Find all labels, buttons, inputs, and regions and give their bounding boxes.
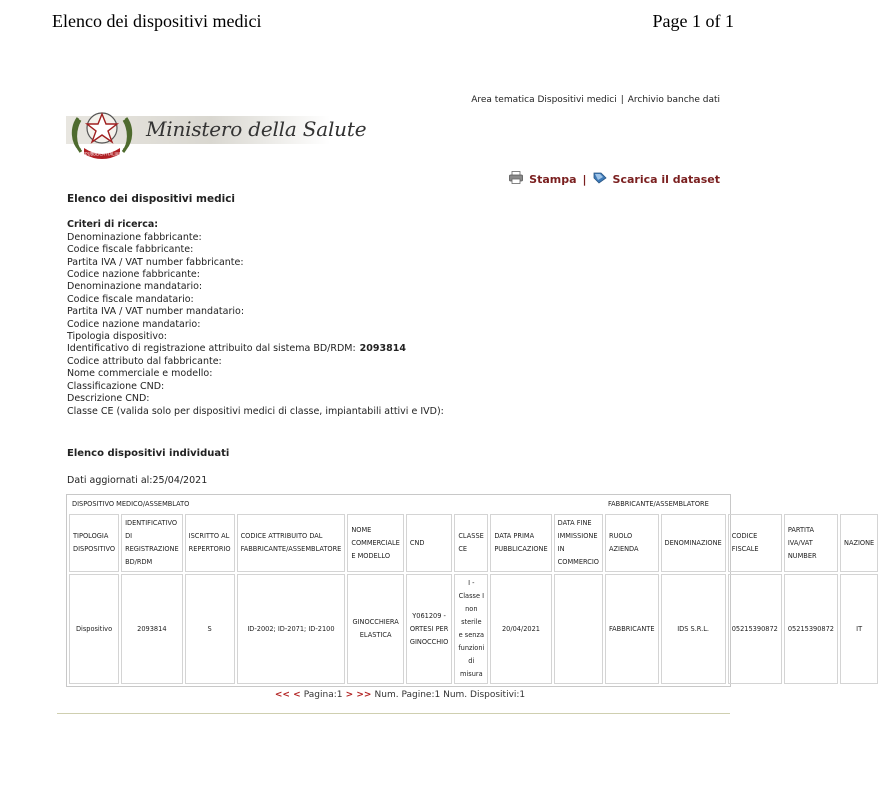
dataset-download-icon[interactable] bbox=[593, 171, 607, 187]
criteria-label: Codice fiscale fabbricante: bbox=[67, 244, 194, 256]
footer-divider bbox=[57, 713, 730, 714]
criteria-title: Criteri di ricerca: bbox=[67, 219, 159, 231]
table-cell: S bbox=[185, 574, 235, 684]
table-cell: FABBRICANTE bbox=[605, 574, 659, 684]
criteria-label: Classe CE (valida solo per dispositivi medici di classe, impiantabili attivi e IVD): bbox=[67, 405, 444, 417]
area-tematica-link[interactable]: Area tematica Dispositivi medici bbox=[471, 95, 617, 105]
table-cell: 2093814 bbox=[121, 574, 183, 684]
column-header: TIPOLOGIA DISPOSITIVO bbox=[69, 514, 119, 572]
action-separator: | bbox=[582, 172, 587, 186]
table-group-header bbox=[69, 497, 878, 512]
column-header: CODICE FISCALE bbox=[728, 514, 782, 572]
table-cell: 05215390872 bbox=[728, 574, 782, 684]
criteria-value: 2093814 bbox=[359, 343, 406, 355]
results-table-container bbox=[66, 494, 875, 687]
search-summary bbox=[67, 193, 727, 488]
column-header: DENOMINAZIONE bbox=[661, 514, 726, 572]
top-links-separator: | bbox=[620, 95, 624, 105]
criteria-row bbox=[67, 319, 727, 331]
column-header: CLASSE CE bbox=[454, 514, 488, 572]
table-cell: GINOCCHIERA ELASTICA bbox=[347, 574, 404, 684]
criteria-row bbox=[67, 269, 727, 281]
table-column-headers bbox=[69, 514, 878, 572]
action-links bbox=[509, 171, 720, 187]
criteria-row bbox=[67, 393, 727, 405]
criteria-row bbox=[67, 406, 727, 418]
criteria-label: Descrizione CND: bbox=[67, 393, 150, 405]
download-dataset-link[interactable]: Scarica il dataset bbox=[612, 172, 720, 186]
criteria-row bbox=[67, 294, 727, 306]
data-updated-date: Dati aggiornati al:25/04/2021 bbox=[67, 475, 208, 487]
table-cell: IDS S.R.L. bbox=[661, 574, 726, 684]
table-cell: I - Classe I non sterile e senza funzioni di misura bbox=[454, 574, 488, 684]
print-link[interactable]: Stampa bbox=[529, 172, 577, 186]
group-dispositivo: DISPOSITIVO MEDICO/ASSEMBLATO bbox=[72, 500, 190, 508]
column-header: NOME COMMERCIALE E MODELLO bbox=[347, 514, 404, 572]
search-criteria bbox=[67, 219, 727, 418]
column-header: DATA FINE IMMISSIONE IN COMMERCIO bbox=[554, 514, 603, 572]
criteria-row bbox=[67, 257, 727, 269]
criteria-row bbox=[67, 381, 727, 393]
column-header: PARTITA IVA/VAT NUMBER bbox=[784, 514, 838, 572]
table-cell: 20/04/2021 bbox=[490, 574, 551, 684]
top-links bbox=[471, 95, 720, 105]
criteria-label: Codice nazione fabbricante: bbox=[67, 269, 200, 281]
column-header: NAZIONE bbox=[840, 514, 878, 572]
table-cell: Y061209 - ORTESI PER GINOCCHIO bbox=[406, 574, 452, 684]
criteria-label: Nome commerciale e modello: bbox=[67, 368, 213, 380]
prev-page-button[interactable]: < bbox=[293, 690, 301, 700]
results-table bbox=[67, 495, 880, 686]
column-header: CODICE ATTRIBUITO DAL FABBRICANTE/ASSEMBLATORE bbox=[237, 514, 346, 572]
table-cell bbox=[554, 574, 603, 684]
current-page-label: Pagina:1 bbox=[303, 690, 343, 700]
criteria-row bbox=[67, 343, 727, 355]
archivio-link[interactable]: Archivio banche dati bbox=[627, 95, 720, 105]
group-fabbricante: FABBRICANTE/ASSEMBLATORE bbox=[607, 500, 709, 508]
criteria-row bbox=[67, 281, 727, 293]
criteria-list bbox=[67, 232, 727, 418]
table-cell: ID-2002; ID-2071; ID-2100 bbox=[237, 574, 346, 684]
criteria-row bbox=[67, 306, 727, 318]
emblem-ribbon-text: REPUBBLICA ITALIANA bbox=[79, 151, 125, 157]
next-page-button[interactable]: > bbox=[345, 690, 354, 700]
table-cell: 05215390872 bbox=[784, 574, 838, 684]
criteria-label: Denominazione fabbricante: bbox=[67, 231, 202, 243]
table-cell: Dispositivo bbox=[69, 574, 119, 684]
first-page-button[interactable]: << bbox=[274, 690, 290, 700]
column-header: DATA PRIMA PUBBLICAZIONE bbox=[490, 514, 551, 572]
results-title: Elenco dispositivi individuati bbox=[67, 447, 230, 459]
logo-text: Ministero della Salute bbox=[146, 117, 367, 141]
column-header: RUOLO AZIENDA bbox=[605, 514, 659, 572]
criteria-label: Partita IVA / VAT number mandatario: bbox=[67, 306, 245, 318]
criteria-row bbox=[67, 356, 727, 368]
criteria-label: Codice nazione mandatario: bbox=[67, 318, 201, 330]
criteria-label: Codice fiscale mandatario: bbox=[67, 293, 194, 305]
print-page-title: Elenco dei dispositivi medici bbox=[52, 11, 262, 31]
last-page-button[interactable]: >> bbox=[356, 690, 372, 700]
column-header: IDENTIFICATIVO DI REGISTRAZIONE BD/RDM bbox=[121, 514, 183, 572]
criteria-label: Codice attributo dal fabbricante: bbox=[67, 355, 222, 367]
print-page-header bbox=[0, 11, 800, 37]
table-body bbox=[69, 574, 878, 684]
criteria-row bbox=[67, 232, 727, 244]
criteria-label: Denominazione mandatario: bbox=[67, 281, 203, 293]
criteria-label: Tipologia dispositivo: bbox=[67, 331, 168, 343]
table-row bbox=[69, 574, 878, 684]
pagination bbox=[0, 690, 800, 700]
printer-icon[interactable] bbox=[509, 171, 523, 187]
section-title: Elenco dei dispositivi medici bbox=[67, 193, 236, 205]
criteria-label: Partita IVA / VAT number fabbricante: bbox=[67, 256, 244, 268]
pagination-info: Num. Pagine:1 Num. Dispositivi:1 bbox=[374, 690, 526, 700]
criteria-label: Classificazione CND: bbox=[67, 380, 165, 392]
table-cell: IT bbox=[840, 574, 878, 684]
print-page-number: Page 1 of 1 bbox=[652, 11, 734, 31]
criteria-row bbox=[67, 244, 727, 256]
column-header: ISCRITTO AL REPERTORIO bbox=[185, 514, 235, 572]
criteria-label: Identificativo di registrazione attribuito dal sistema BD/RDM: bbox=[67, 343, 356, 355]
criteria-row bbox=[67, 331, 727, 343]
column-header: CND bbox=[406, 514, 452, 572]
criteria-row bbox=[67, 368, 727, 380]
